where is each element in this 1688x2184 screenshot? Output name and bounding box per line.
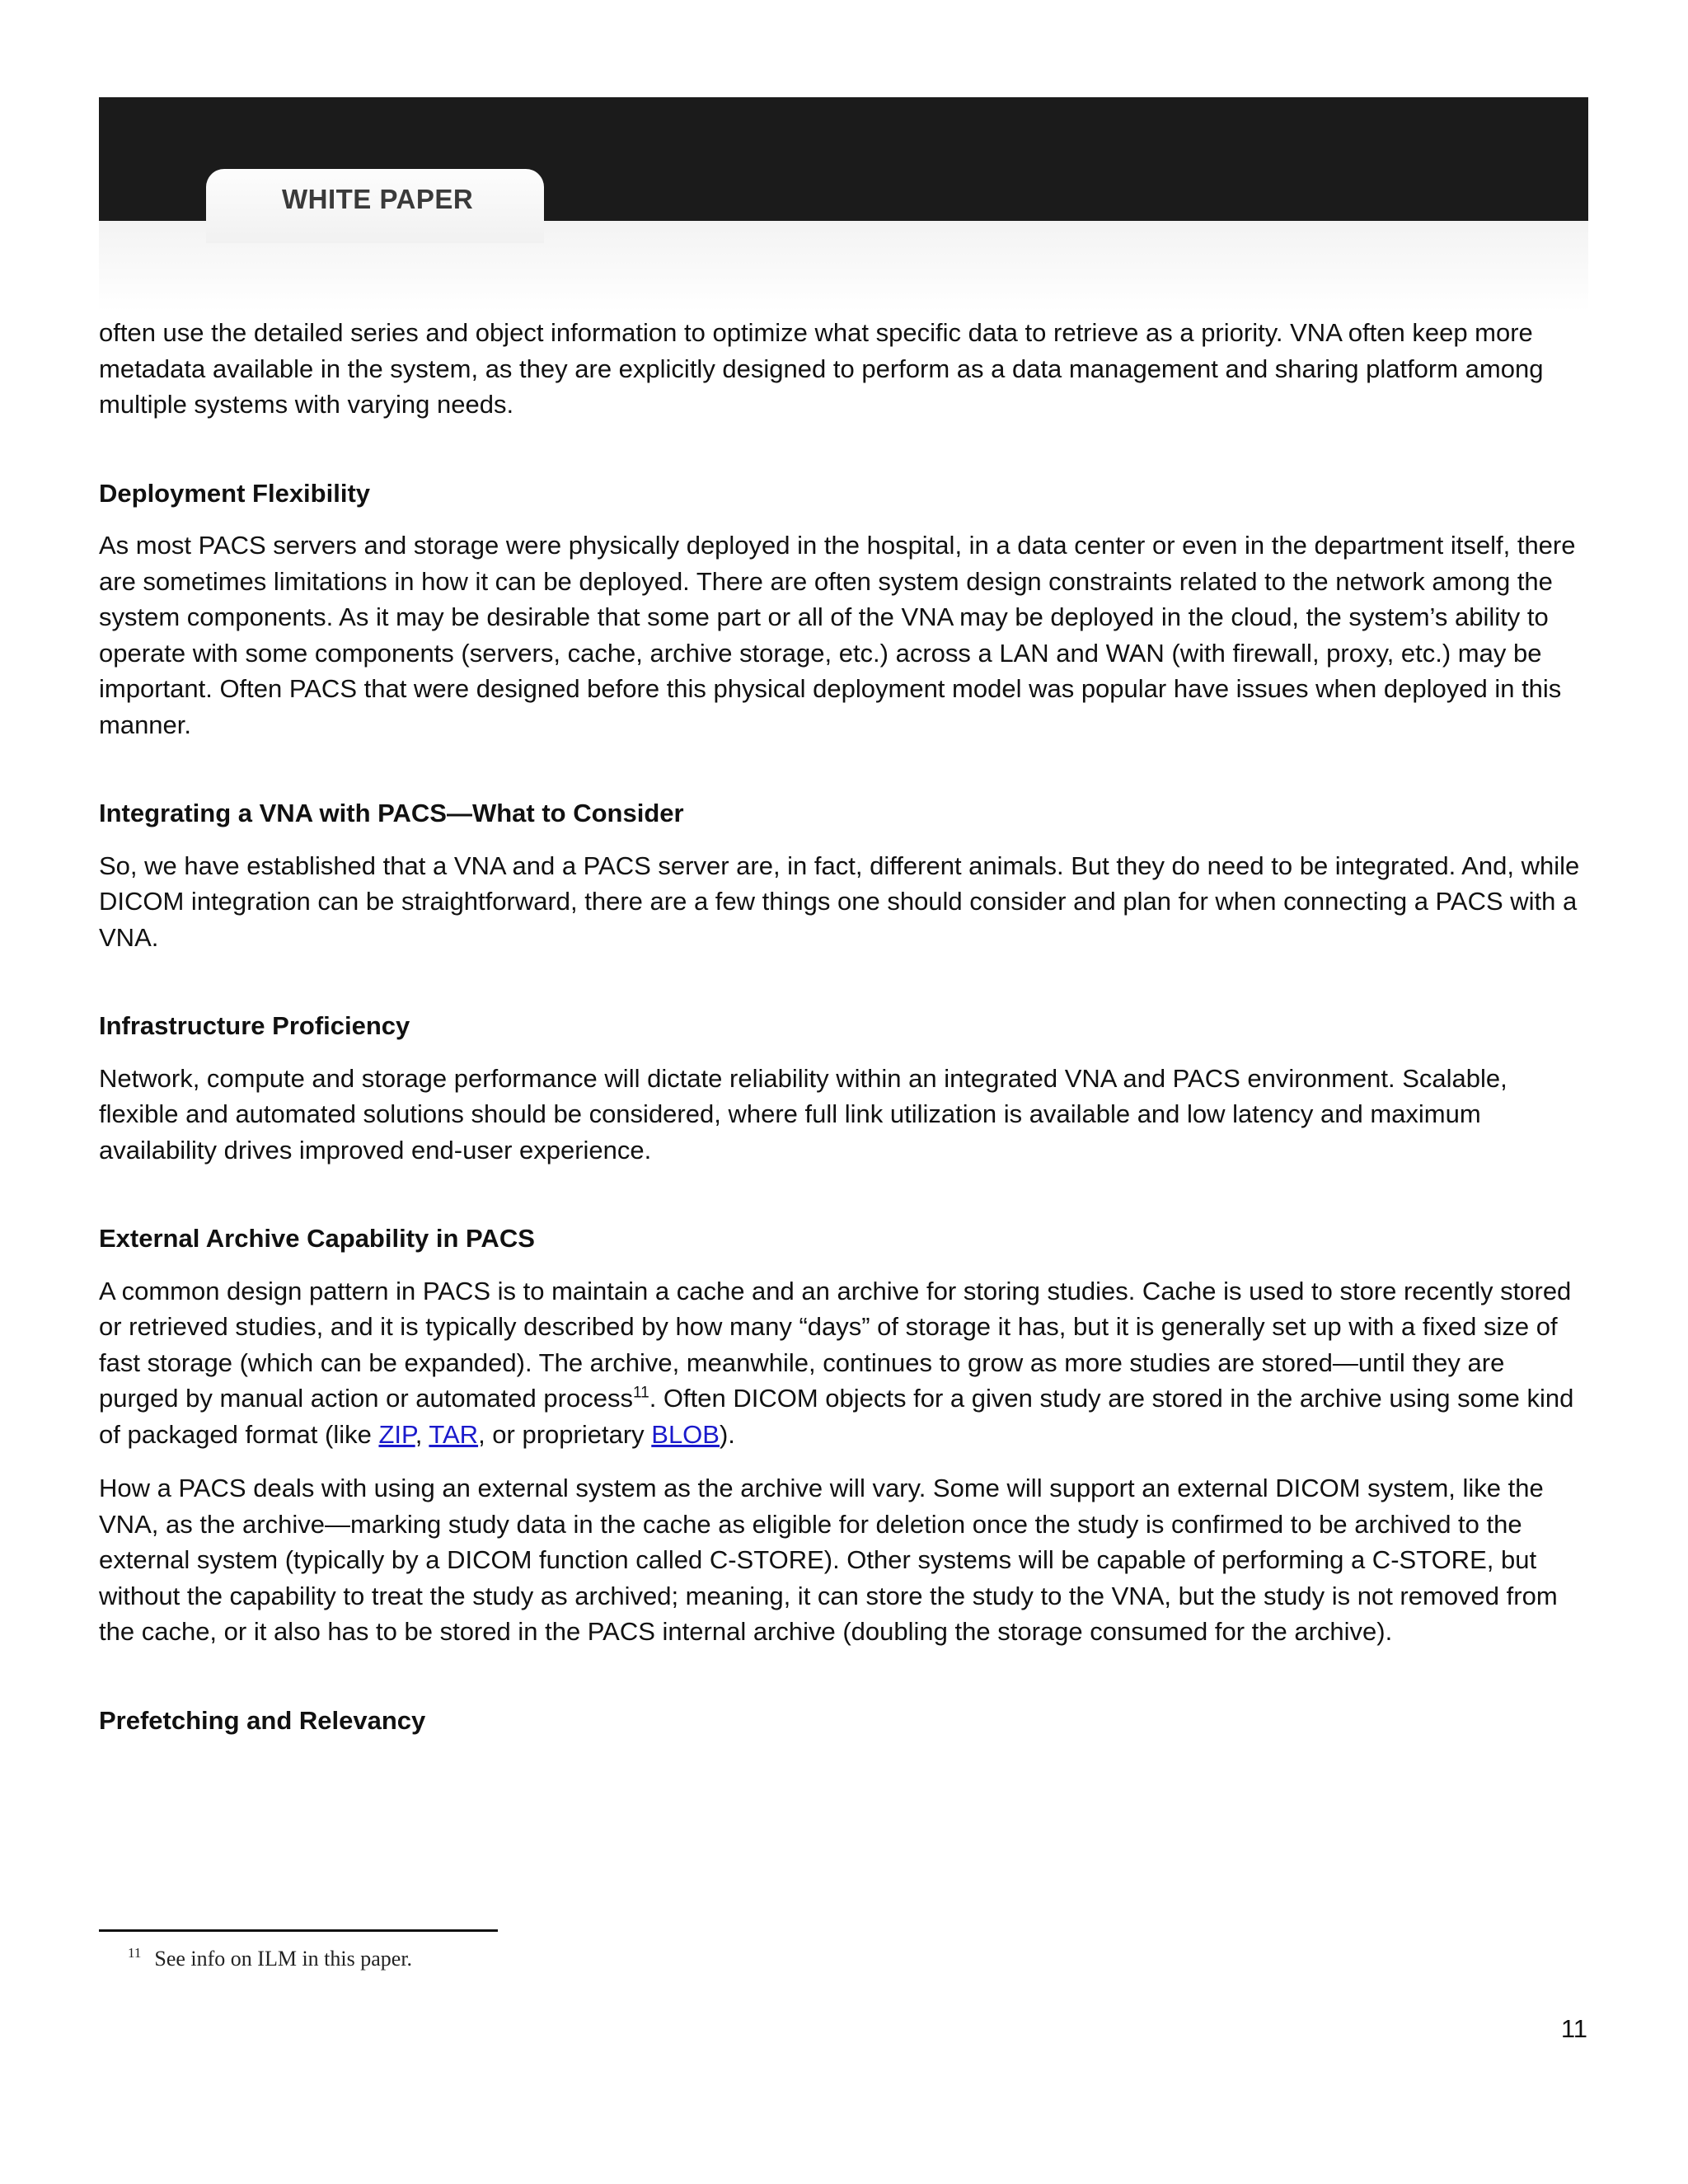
footnote-divider [99,1929,498,1932]
text-run: . Often DICOM objects for a given study are stored in the archive using some kind of packaged format (like [99,1384,1574,1449]
text-run: , [415,1419,429,1449]
blob-link[interactable]: BLOB [651,1419,720,1449]
white-paper-tab [206,169,544,243]
footnote-number: 11 [128,1945,142,1961]
heading-prefetching-relevancy: Prefetching and Relevancy [99,1705,426,1735]
text-run: A common design pattern in PACS is to maintain a cache and an archive for storing studies. Cache is used to store recently stored or retrieved studies, and it is typically described by how many “days” of storage it has, but it is generally set up with a fixed size of fast storage (which can be expanded). The archive, meanwhile, continues to grow as more studies are stored—until they are purged by manual action or automated process [99,1276,1572,1413]
text-run: , or proprietary [478,1419,652,1449]
intro-paragraph: often use the detailed series and object information to optimize what specific data to retrieve as a priority. VNA often keep more metadata available in the system, as they are explicitly designed to perform as a data management and sharing platform among multiple systems with varying needs. [99,318,1544,419]
heading-integrating-vna: Integrating a VNA with PACS—What to Consider [99,799,684,827]
footnote-text: See info on ILM in this paper. [154,1947,413,1971]
paragraph-integrating-vna: So, we have established that a VNA and a PACS server are, in fact, different animals. But they do need to be integrated. And, while DICOM integration can be straightforward, there are a few things one should consider and plan for when connecting a PACS with a VNA. [99,851,1580,952]
heading-external-archive: External Archive Capability in PACS [99,1224,535,1253]
footnote [128,1947,412,1971]
paragraph-deployment-flexibility: As most PACS servers and storage were physically deployed in the hospital, in a data center or even in the department itself, there are sometimes limitations in how it can be deployed. There are often system design constraints related to the network among the system components. As it may be desirable that some part or all of the VNA may be deployed in the cloud, the system’s ability to operate with some components (servers, cache, archive storage, etc.) across a LAN and WAN (with firewall, proxy, etc.) may be important. Often PACS that were designed before this physical deployment model was popular have issues when deployed in this manner. [99,531,1576,739]
page-number: 11 [1560,2014,1587,2043]
tar-link[interactable]: TAR [429,1419,479,1449]
paragraph-external-archive-2: How a PACS deals with using an external system as the archive will vary. Some will support an external DICOM system, like the VNA, as the archive—marking study data in the cache as eligible for deletion once the study is confirmed to be archived to the external system (typically by a DICOM function called C-STORE). Other systems will be capable of performing a C-STORE, but without the capability to treat the study as archived; meaning, it can store the study to the VNA, but the study is not removed from the cache, or it also has to be stored in the PACS internal archive (doubling the storage consumed for the archive). [99,1474,1558,1646]
zip-link[interactable]: ZIP [378,1419,415,1449]
footnote-reference[interactable]: 11 [632,1384,649,1402]
paragraph-infrastructure-proficiency: Network, compute and storage performance will dictate reliability within an integrated VNA and PACS environment. Scalable, flexible and automated solutions should be considered, where full link utilization is available and low latency and maximum availability drives improved end-user experience. [99,1063,1507,1165]
document-body [99,315,1591,1755]
paragraph-external-archive-1 [99,1273,1591,1453]
text-run: ). [719,1419,735,1449]
heading-infrastructure-proficiency: Infrastructure Proficiency [99,1011,410,1040]
white-paper-label: WHITE PAPER [282,184,474,214]
heading-deployment-flexibility: Deployment Flexibility [99,478,371,508]
